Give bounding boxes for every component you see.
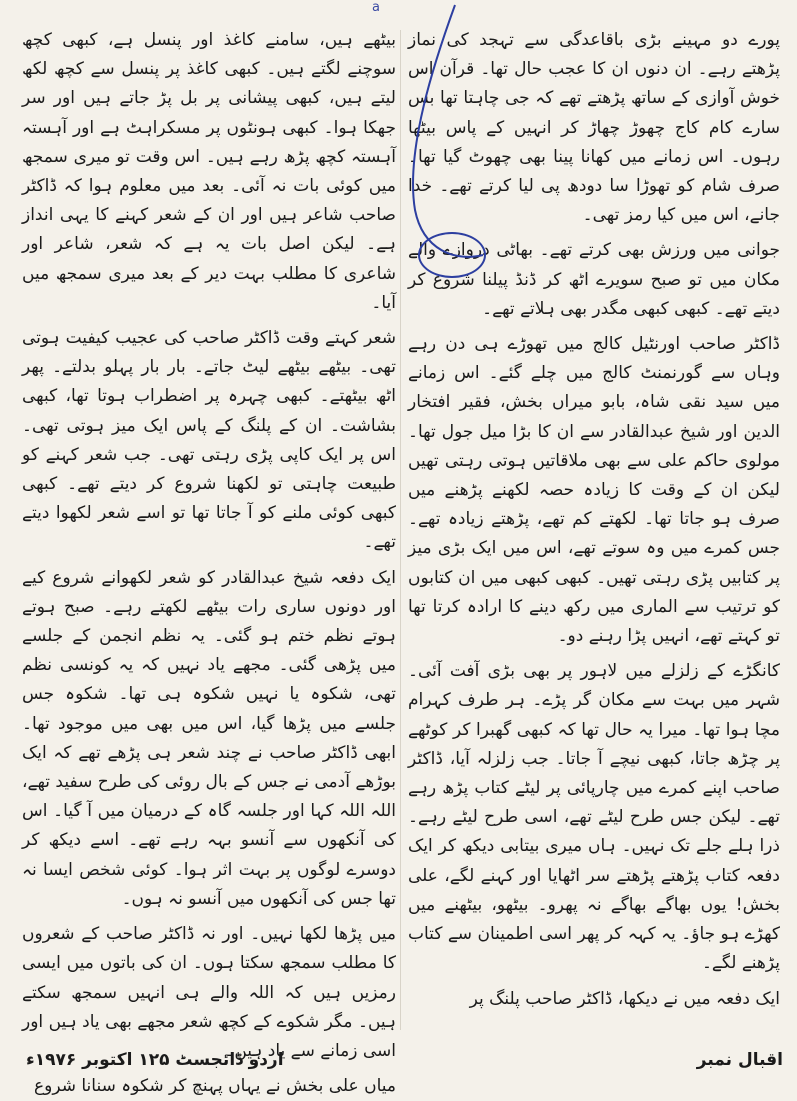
page-mark: a xyxy=(372,0,380,15)
right-text-column xyxy=(408,26,780,1014)
paragraph: ڈاکٹر صاحب اورنٹیل کالج میں تھوڑے ہی دن رہے وہاں سے گورنمنٹ کالج میں چلے گئے۔ اس زمانے میں سید نقی شاہ، بابو میراں بخش، فقیر افتخار الدین اور شیخ عبدالقادر سے ان کا بڑا میل جول تھا۔ مولوی حاکم علی سے بھی ملاقاتیں ہوتی رہتی تھیں لیکن ان کے وقت کا زیادہ حصہ لکھنے پڑھنے میں صرف ہو جاتا تھا۔ لکھتے کم تھے، پڑھتے زیادہ تھے۔ جس کمرے میں وہ سوتے تھے، اس میں ایک بڑی میز پر کتابیں پڑی رہتی تھیں۔ کبھی کبھی میں ان کتابوں کو ترتیب سے الماری میں رکھ دینے کا ارادہ کرتا تھا تو کہتے تھے، انہیں پڑا رہنے دو۔ xyxy=(408,334,780,647)
paragraph: میں پڑھا لکھا نہیں۔ اور نہ ڈاکٹر صاحب کے شعروں کا مطلب سمجھ سکتا ہوں۔ ان کی باتوں میں ایسی رمزیں ہیں کہ اللہ والے ہی انہیں سمجھ سکتے ہیں۔ مگر شکوے کے کچھ شعر مجھے بھی یاد ہیں اور اسی زمانے سے یاد ہیں۔ xyxy=(22,924,396,1061)
paragraph: جوانی میں ورزش بھی کرتے تھے۔ بھاٹی دروازے والے مکان میں تو صبح سویرے اٹھ کر ڈنڈ پیلنا شروع کر دیتے تھے۔ کبھی کبھی مگدر بھی ہلاتے تھے۔ xyxy=(408,240,780,319)
paragraph: پورے دو مہینے بڑی باقاعدگی سے تہجد کی نماز پڑھتے رہے۔ ان دنوں ان کا عجب حال تھا۔ قرآن اس خوش آوازی کے ساتھ پڑھتے تھے کہ جی چاہتا تھا بس سارے کام کاج چھوڑ چھاڑ کر انہیں کے پاس بیٹھا رہوں۔ اس زمانے میں کھانا پینا بھی چھوٹ گیا تھا۔ صرف شام کو تھوڑا سا دودھ پی لیا کرتے تھے۔ خدا جانے، اس میں کیا رمز تھی۔ xyxy=(408,30,780,226)
paragraph: ایک دفعہ میں نے دیکھا، ڈاکٹر صاحب پلنگ پر xyxy=(469,988,780,1009)
footer-issue-title: اقبال نمبر xyxy=(696,1050,783,1070)
paragraph: کانگڑے کے زلزلے میں لاہور پر بھی بڑی آفت آئی۔ شہر میں بہت سے مکان گر پڑے۔ ہر طرف کہرام مچا ہوا تھا۔ میرا یہ حال تھا کہ کبھی گھبرا کر کوٹھے پر چڑھ جاتا، کبھی نیچے آ جاتا۔ جب زلزلہ آیا، ڈاکٹر صاحب اپنے کمرے میں چارپائی پر لیٹے کتاب پڑھ رہے تھے۔ لیکن جس طرح لیٹے تھے، اسی طرح لیٹے رہے۔ ذرا ہلے جلے تک نہیں۔ ہاں میری بیتابی دیکھ کر ایک دفعہ کتاب پڑھتے پڑھتے سر اٹھایا اور کہنے لگے، علی بخش! یوں بھاگے بھاگے نہ پھرو۔ بیٹھو، بیٹھنے میں کھڑے ہو جاؤ۔ یہ کہہ کر پھر اسی اطمینان سے کتاب پڑھنے لگے۔ xyxy=(408,661,780,974)
column-divider xyxy=(400,30,401,1030)
circled-word-annotation xyxy=(418,232,486,278)
paragraph: شعر کہتے وقت ڈاکٹر صاحب کی عجیب کیفیت ہوتی تھی۔ بیٹھے بیٹھے لیٹ جاتے۔ بار بار پہلو بدلتے۔ پھر اٹھ بیٹھتے۔ کبھی چہرہ پر اضطراب ہوتا تھا، کبھی بشاشت۔ ان کے پلنگ کے پاس ایک میز ہوتی تھی۔ اس پر ایک کاپی پڑی رہتی تھی۔ جب شعر کہنے کو طبیعت چاہتی تو لکھنا شروع کر دیتے تھے۔ کبھی کبھی کوئی ملنے کو آ جاتا تھا تو اسے شعر لکھوا دیتے تھے۔ xyxy=(22,328,396,553)
paragraph: بیٹھے ہیں، سامنے کاغذ اور پنسل ہے، کبھی کچھ سوچنے لگتے ہیں۔ کبھی کاغذ پر پنسل سے کچھ لکھ لیتے ہیں، کبھی پیشانی پر بل پڑ جاتے ہیں اور سر جھکا ہوا۔ کبھی ہونٹوں پر مسکراہٹ ہے اور آہستہ آہستہ کچھ پڑھ رہے ہیں۔ اس وقت تو میری سمجھ میں کوئی بات نہ آئی۔ بعد میں معلوم ہوا کہ ڈاکٹر صاحب شاعر ہیں اور ان کے شعر کہنے کا یہی انداز ہے۔ لیکن اصل بات یہ ہے کہ شعر، شاعر اور شاعری کا مطلب بہت دیر کے بعد میری سمجھ میں آیا۔ xyxy=(22,30,396,313)
paragraph: میاں علی بخش نے یہاں پہنچ کر شکوہ سنانا شروع xyxy=(34,1076,396,1097)
left-text-column xyxy=(22,26,396,1101)
paragraph: ایک دفعہ شیخ عبدالقادر کو شعر لکھوانے شروع کیے اور دونوں ساری رات بیٹھے لکھتے رہے۔ صبح ہوتے ہوتے نظم ختم ہو گئی۔ یہ نظم انجمن کے جلسے میں پڑھی گئی۔ مجھے یاد نہیں کہ یہ کونسی نظم تھی، شکوہ یا نہیں شکوہ ہی تھا۔ شکوہ جس جلسے میں پڑھا گیا، اس میں بھی میں موجود تھا۔ ابھی ڈاکٹر صاحب نے چند شعر ہی پڑھے تھے کہ ایک بوڑھے آدمی نے جس کے بال روئی کی طرح سفید تھے، اللہ اللہ کہا اور جلسہ گاہ کے درمیان میں آ گیا۔ اس کی آنکھوں سے آنسو بہہ رہے تھے۔ اسے دیکھ کر دوسرے لوگوں پر بہت اثر ہوا۔ کوئی شخص ایسا نہ تھا جس کی آنکھوں میں آنسو نہ ہوں۔ xyxy=(22,567,396,909)
footer-publication-info: اردو ڈائجسٹ ۱۲۵ اکتوبر ۱۹۷۶ء xyxy=(26,1050,284,1070)
